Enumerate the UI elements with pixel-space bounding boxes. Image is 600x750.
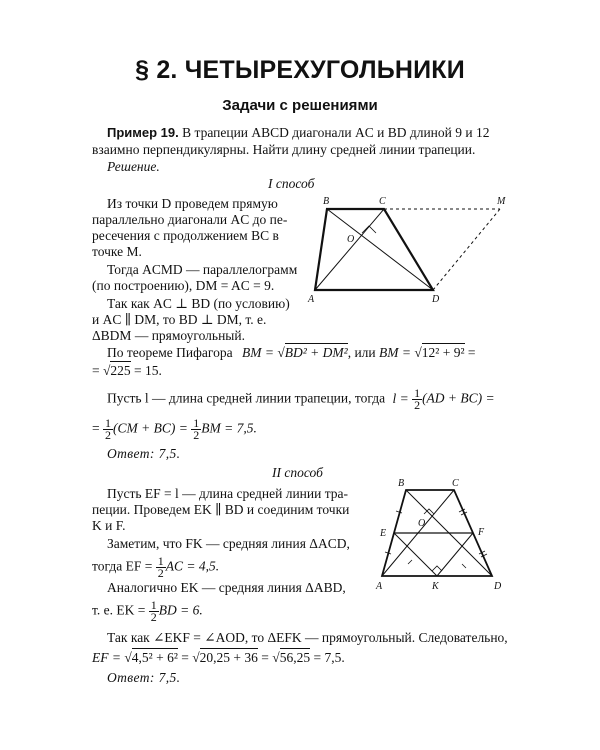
final-eq-2: = [261, 650, 269, 665]
m2-p2b [92, 556, 219, 579]
pythagoras-or: , или [347, 345, 376, 360]
m2-ac-half: AC = 4,5. [165, 558, 220, 574]
m1-p1-line-2: параллельно диагонали AC до пе- [92, 212, 288, 227]
solution-label: Решение. [107, 159, 160, 174]
pythagoras-eq-end: = [467, 345, 476, 360]
m2-p4: Так как ∠EKF = ∠AOD, то ΔEFK — прямоугольный. Следовательно, [107, 630, 508, 645]
pythagoras-intro: По теореме Пифагора [107, 345, 233, 360]
fig1-label-b: B [323, 196, 330, 207]
fig2-label-a: A [376, 581, 383, 592]
midline-line [107, 388, 495, 411]
m1-p3-line-3: ΔBDM — прямоугольный. [92, 328, 245, 343]
m2-p3b [92, 600, 203, 623]
cont-cm-bc: (CM + BC) = [113, 420, 188, 436]
diagonal-bd [327, 209, 433, 290]
fig1-label-d: D [432, 294, 440, 305]
tick-ak [408, 560, 412, 564]
m2-ef-eq: тогда EF = [92, 558, 153, 574]
pythagoras-bm-b: BM = [379, 345, 411, 360]
m1-p2-line-2: (по построению), DM = AC = 9. [92, 278, 275, 293]
m1-p3-line-1: Так как AC ⊥ BD (по условию) [107, 296, 290, 311]
m1-p1-line-1: Из точки D проведем прямую [107, 196, 278, 211]
section-subtitle: Задачи с решениями [222, 97, 378, 114]
figure-trapezoid-parallelogram [306, 192, 516, 307]
m1-answer: Ответ: 7,5. [107, 446, 181, 461]
pythagoras-sqrt-a: BD² + DM² [284, 345, 348, 360]
fig1-label-c: C [379, 196, 386, 207]
m2-final-line: EF = √4,5² + 6² = √20,25 + 36 = √56,25 = 7,5. [92, 650, 345, 665]
pythagoras-l2-sqrt: 225 [110, 363, 131, 378]
midline-ad-bc: (AD + BC) = [422, 390, 495, 406]
midline-text: Пусть l — длина средней линии трапеции, тогда [107, 390, 386, 406]
m1-p1-line-3: ресечения с продолжением BC в [92, 228, 279, 243]
m2-p2: Заметим, что FK — средняя линия ΔACD, [107, 536, 350, 551]
tick-kd [462, 564, 466, 568]
m2-p1-line-3: K и F. [92, 518, 126, 533]
midline-cont-line [92, 418, 257, 441]
midline-l: l = [392, 390, 409, 406]
method-1-title: I способ [268, 176, 315, 191]
pythagoras-l2-eq: = [92, 363, 100, 378]
segment-dm [433, 209, 500, 290]
final-eq-1: = [181, 650, 189, 665]
fraction-half-1: $\frac{1}{2}$ [414, 386, 421, 412]
final-ef: EF = [92, 650, 121, 665]
pythagoras-line-2: = √225 = 15. [92, 363, 162, 378]
fig2-label-o: O [418, 518, 426, 529]
fig1-label-m: M [497, 196, 506, 207]
pythagoras-sqrt-b: 12² + 9² [421, 345, 465, 360]
cont-bm: BM = 7,5. [201, 420, 257, 436]
m2-ek-eq: т. е. EK = [92, 602, 146, 618]
m1-p2-line-1: Тогда ACMD — параллелограмм [107, 262, 298, 277]
fig2-label-d: D [494, 581, 502, 592]
fig2-label-k: K [432, 581, 439, 592]
cont-eq: = [92, 420, 100, 436]
fraction-half-3: $\frac{1}{2}$ [193, 416, 200, 442]
fig2-label-b: B [398, 478, 405, 489]
fraction-half-5: $\frac{1}{2}$ [150, 598, 157, 624]
m2-p1-line-1: Пусть EF = l — длина средней линии тра- [107, 486, 349, 501]
final-result: = 7,5. [313, 650, 345, 665]
m2-bd-half: BD = 6. [158, 602, 203, 618]
pythagoras-bm-a: BM = [241, 345, 274, 360]
fig2-label-c: C [452, 478, 459, 489]
fig2-label-f: F [478, 527, 485, 538]
method-2-title: II способ [272, 465, 323, 480]
fraction-half-2: $\frac{1}{2}$ [105, 416, 111, 442]
m2-p3: Аналогично EK — средняя линия ΔABD, [107, 580, 346, 595]
fraction-half-4: $\frac{1}{2}$ [157, 554, 164, 580]
problem-line-2: взаимно перпендикулярны. Найти длину средней линии трапеции. [92, 142, 476, 157]
m1-p3-line-2: и AC ∥ DM, то BD ⊥ DM, т. е. [92, 312, 267, 327]
final-sqrt-3: 56,25 [279, 650, 311, 665]
m2-answer: Ответ: 7,5. [107, 670, 181, 685]
fig2-label-e: E [380, 528, 387, 539]
pythagoras-line: По теореме Пифагора BM = √BD² + DM², или BM = √12² + 9² = [107, 345, 476, 360]
section-title: § 2. ЧЕТЫРЕХУГОЛЬНИКИ [135, 56, 465, 84]
pythagoras-l2-result: = 15. [134, 363, 162, 378]
figure-trapezoid-midline [372, 476, 508, 598]
right-angle-k [432, 566, 442, 571]
fig1-label-a: A [308, 294, 315, 305]
fig1-label-o: O [347, 234, 355, 245]
problem-line-1 [107, 125, 489, 141]
m2-p1-line-2: пеции. Проведем EK ∥ BD и соединим точки [92, 502, 350, 517]
final-sqrt-1: 4,5² + 6² [131, 650, 178, 665]
m1-p1-line-4: точке M. [92, 244, 142, 259]
final-sqrt-2: 20,25 + 36 [199, 650, 258, 665]
problem-text-1: В трапеции ABCD диагонали AC и BD длиной 9 и 12 [182, 125, 490, 140]
problem-label: Пример 19. [107, 125, 179, 140]
